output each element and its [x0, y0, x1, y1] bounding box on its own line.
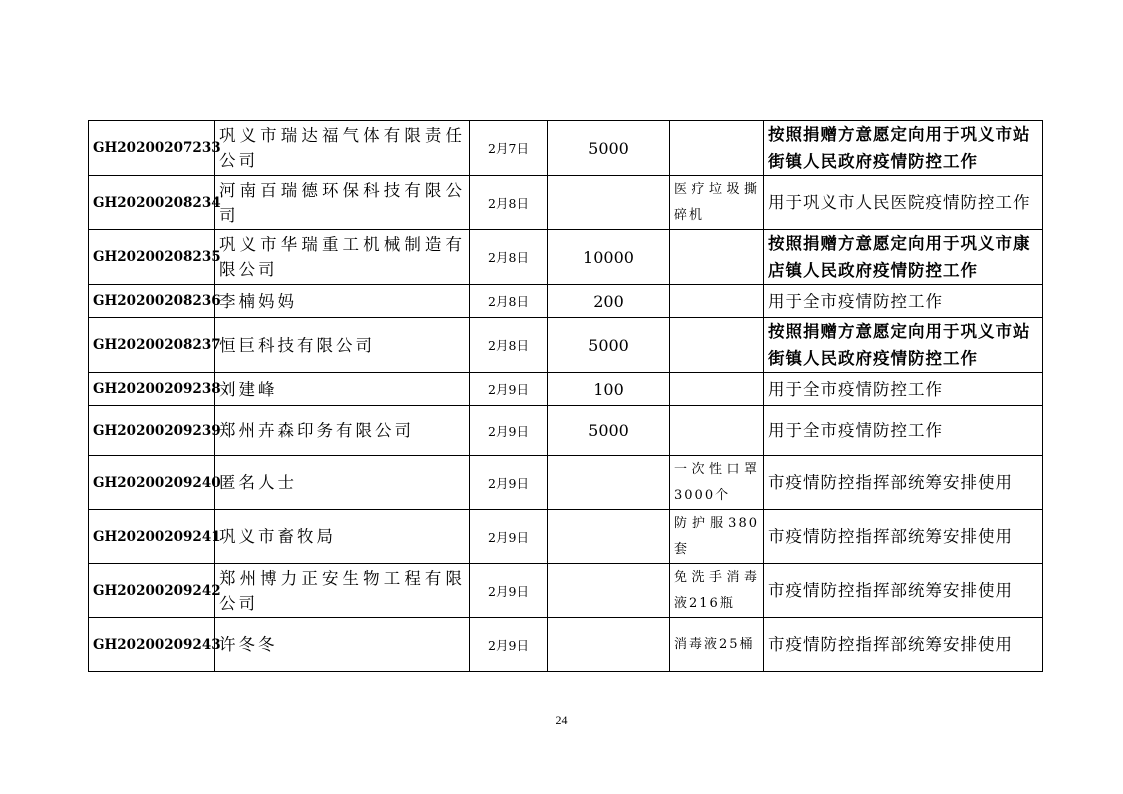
amount-cell: [548, 510, 670, 564]
record-id-cell: GH20200207233: [89, 121, 215, 176]
table-row: [89, 373, 1043, 406]
donation-table-body: [89, 121, 1043, 672]
purpose-cell: 用于全市疫情防控工作: [764, 285, 1043, 318]
amount-cell: 10000: [548, 230, 670, 285]
purpose-cell: 用于全市疫情防控工作: [764, 406, 1043, 456]
donation-table: [88, 120, 1043, 672]
donor-cell: 郑州卉森印务有限公司: [215, 406, 470, 456]
donor-cell: 李楠妈妈: [215, 285, 470, 318]
donor-cell: 匿名人士: [215, 456, 470, 510]
table-row: [89, 510, 1043, 564]
purpose-cell: 用于全市疫情防控工作: [764, 373, 1043, 406]
donor-cell: 郑州博力正安生物工程有限公司: [215, 564, 470, 618]
purpose-cell: 按照捐赠方意愿定向用于巩义市康店镇人民政府疫情防控工作: [764, 230, 1043, 285]
date-cell: 2月9日: [470, 618, 548, 672]
table-row: [89, 564, 1043, 618]
purpose-cell: 市疫情防控指挥部统筹安排使用: [764, 456, 1043, 510]
amount-cell: [548, 456, 670, 510]
donor-cell: 刘建峰: [215, 373, 470, 406]
amount-cell: 5000: [548, 406, 670, 456]
page-number: 24: [555, 713, 568, 727]
record-id-cell: GH20200208236: [89, 285, 215, 318]
date-cell: 2月9日: [470, 373, 548, 406]
amount-cell: 5000: [548, 121, 670, 176]
date-cell: 2月8日: [470, 176, 548, 230]
record-id-cell: GH20200209242: [89, 564, 215, 618]
table-row: [89, 318, 1043, 373]
items-cell: [670, 373, 764, 406]
items-cell: [670, 230, 764, 285]
donor-cell: 巩义市瑞达福气体有限责任公司: [215, 121, 470, 176]
purpose-cell: 按照捐赠方意愿定向用于巩义市站街镇人民政府疫情防控工作: [764, 121, 1043, 176]
amount-cell: 200: [548, 285, 670, 318]
date-cell: 2月8日: [470, 230, 548, 285]
date-cell: 2月9日: [470, 456, 548, 510]
record-id-cell: GH20200209243: [89, 618, 215, 672]
amount-cell: [548, 564, 670, 618]
items-cell: 防护服380套: [670, 510, 764, 564]
donor-cell: 许冬冬: [215, 618, 470, 672]
amount-cell: [548, 176, 670, 230]
table-row: [89, 456, 1043, 510]
items-cell: 医疗垃圾撕碎机: [670, 176, 764, 230]
purpose-cell: 按照捐赠方意愿定向用于巩义市站街镇人民政府疫情防控工作: [764, 318, 1043, 373]
donor-cell: 巩义市畜牧局: [215, 510, 470, 564]
amount-cell: [548, 618, 670, 672]
date-cell: 2月9日: [470, 406, 548, 456]
record-id-cell: GH20200208235: [89, 230, 215, 285]
date-cell: 2月9日: [470, 510, 548, 564]
date-cell: 2月9日: [470, 564, 548, 618]
items-cell: 免洗手消毒液216瓶: [670, 564, 764, 618]
items-cell: 消毒液25桶: [670, 618, 764, 672]
date-cell: 2月8日: [470, 318, 548, 373]
items-cell: [670, 285, 764, 318]
date-cell: 2月8日: [470, 285, 548, 318]
table-row: [89, 230, 1043, 285]
table-row: [89, 618, 1043, 672]
items-cell: [670, 121, 764, 176]
purpose-cell: 用于巩义市人民医院疫情防控工作: [764, 176, 1043, 230]
donor-cell: 河南百瑞德环保科技有限公司: [215, 176, 470, 230]
record-id-cell: GH20200209239: [89, 406, 215, 456]
table-row: [89, 406, 1043, 456]
table-row: [89, 285, 1043, 318]
items-cell: [670, 318, 764, 373]
purpose-cell: 市疫情防控指挥部统筹安排使用: [764, 510, 1043, 564]
record-id-cell: GH20200208234: [89, 176, 215, 230]
items-cell: 一次性口罩3000个: [670, 456, 764, 510]
table-row: [89, 121, 1043, 176]
table-row: [89, 176, 1043, 230]
purpose-cell: 市疫情防控指挥部统筹安排使用: [764, 618, 1043, 672]
purpose-cell: 市疫情防控指挥部统筹安排使用: [764, 564, 1043, 618]
record-id-cell: GH20200209238: [89, 373, 215, 406]
items-cell: [670, 406, 764, 456]
record-id-cell: GH20200209241: [89, 510, 215, 564]
donor-cell: 恒巨科技有限公司: [215, 318, 470, 373]
amount-cell: 5000: [548, 318, 670, 373]
record-id-cell: GH20200208237: [89, 318, 215, 373]
donor-cell: 巩义市华瑞重工机械制造有限公司: [215, 230, 470, 285]
date-cell: 2月7日: [470, 121, 548, 176]
record-id-cell: GH20200209240: [89, 456, 215, 510]
amount-cell: 100: [548, 373, 670, 406]
